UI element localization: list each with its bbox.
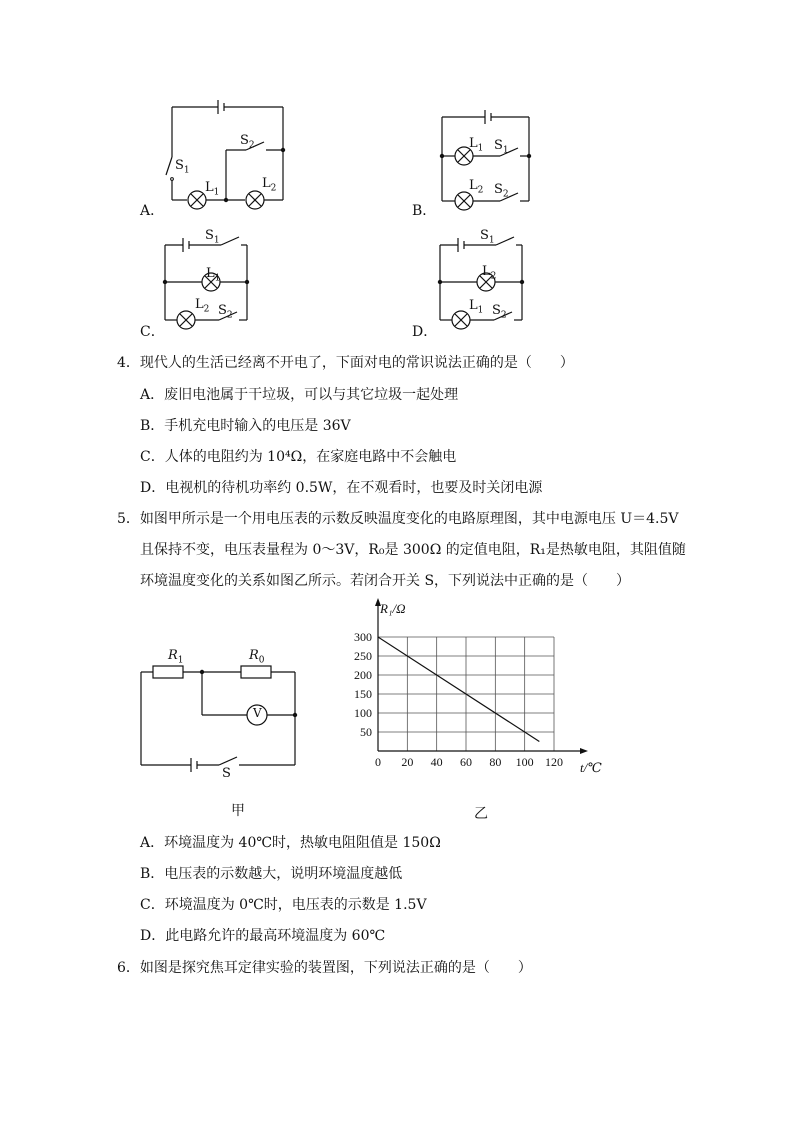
fig-jia-switch-label: S xyxy=(222,766,231,781)
x-tick-label: 60 xyxy=(460,755,472,769)
x-tick-label: 40 xyxy=(430,755,443,769)
x-tick-label: 120 xyxy=(545,755,563,769)
q5-option-d: D．此电路允许的最高环境温度为 60℃ xyxy=(140,928,386,944)
circuit-c-l2-label: $L_2$ xyxy=(195,297,210,315)
circuit-c-s1-label: $S_1$ xyxy=(205,228,220,246)
circuit-a-s2-label: $S_2$ xyxy=(240,133,255,151)
q5-option-a: A．环境温度为 40℃时，热敏电阻阻值是 150Ω xyxy=(140,835,441,851)
y-axis-label: R₁/Ω xyxy=(380,601,406,616)
q5-stem-line-3: 环境温度变化的关系如图乙所示。若闭合开关 S，下列说法中正确的是（ ） xyxy=(140,573,631,589)
circuit-b-option: B． xyxy=(412,203,437,219)
q4-option-b: B．手机充电时输入的电压是 36V xyxy=(140,418,351,434)
q4-stem: 4．现代人的生活已经离不开电了，下面对电的常识说法正确的是（ ） xyxy=(117,355,574,371)
y-tick-label: 250 xyxy=(354,649,372,663)
circuit-b-l1-label: $L_1$ xyxy=(469,136,484,154)
q5-option-b: B．电压表的示数越大，说明环境温度越低 xyxy=(140,866,403,882)
circuit-d-diagram xyxy=(430,230,535,335)
q6-stem: 6．如图是探究焦耳定律实验的装置图，下列说法正确的是（ ） xyxy=(117,960,532,976)
q4-option-d: D．电视机的待机功率约 0.5W，在不观看时，也要及时关闭电源 xyxy=(140,480,543,496)
q5-option-c: C．环境温度为 0℃时，电压表的示数是 1.5V xyxy=(140,897,427,913)
y-tick-label: 300 xyxy=(354,630,372,644)
fig-jia-caption: 甲 xyxy=(231,803,245,819)
fig-jia-voltmeter-label: V xyxy=(253,706,262,720)
circuit-d-l2-label: $L_2$ xyxy=(482,264,497,282)
x-tick-label: 80 xyxy=(489,755,502,769)
y-tick-label: 50 xyxy=(360,725,372,739)
q5-stem-line-1: 5．如图甲所示是一个用电压表的示数反映温度变化的电路原理图，其中电源电压 U＝4.5V xyxy=(117,511,679,527)
series-line-r1 xyxy=(378,637,539,742)
circuit-d-s1-label: $S_1$ xyxy=(480,228,495,246)
x-tick-label: 0 xyxy=(375,755,381,769)
circuit-d-s2-label: $S_2$ xyxy=(492,303,507,321)
fig-yi-caption: 乙 xyxy=(474,806,488,822)
circuit-b-diagram xyxy=(430,105,540,215)
circuit-a-l2-label: $L_2$ xyxy=(262,176,277,194)
circuit-b-l2-label: $L_2$ xyxy=(469,178,484,196)
y-tick-label: 150 xyxy=(354,687,372,701)
q5-stem-line-2: 且保持不变，电压表量程为 0～3V，R₀是 300Ω 的定值电阻，R₁是热敏电阻，其阻值随 xyxy=(140,542,686,558)
q4-option-c: C．人体的电阻约为 10⁴Ω，在家庭电路中不会触电 xyxy=(140,449,457,465)
circuit-d-option: D． xyxy=(412,324,438,340)
circuit-b-s1-label: $S_1$ xyxy=(494,138,509,156)
x-tick-label: 20 xyxy=(401,755,414,769)
circuit-a-option: A． xyxy=(140,203,165,219)
y-tick-label: 200 xyxy=(354,668,372,682)
circuit-a-l1-label: $L_1$ xyxy=(205,180,220,198)
circuit-b-s2-label: $S_2$ xyxy=(494,182,509,200)
circuit-c-s2-label: $S_2$ xyxy=(218,303,233,321)
circuit-a-s1-label: $S_1$ xyxy=(175,158,190,176)
circuit-d-l1-label: $L_1$ xyxy=(469,298,484,316)
x-tick-label: 100 xyxy=(515,755,534,769)
x-axis-label: t/℃ xyxy=(580,760,602,775)
figure-yi-chart xyxy=(340,598,615,783)
figure-jia-circuit xyxy=(135,660,305,775)
fig-jia-r0-label: $R_0$ xyxy=(249,648,265,666)
q4-option-a: A．废旧电池属于干垃圾，可以与其它垃圾一起处理 xyxy=(140,387,459,403)
circuit-c-option: C． xyxy=(140,324,165,340)
circuit-c-l1-label: $L_1$ xyxy=(206,266,221,284)
x-axis-arrow xyxy=(580,748,588,754)
y-tick-label: 100 xyxy=(354,706,372,720)
fig-jia-r1-label: $R_1$ xyxy=(168,648,184,666)
